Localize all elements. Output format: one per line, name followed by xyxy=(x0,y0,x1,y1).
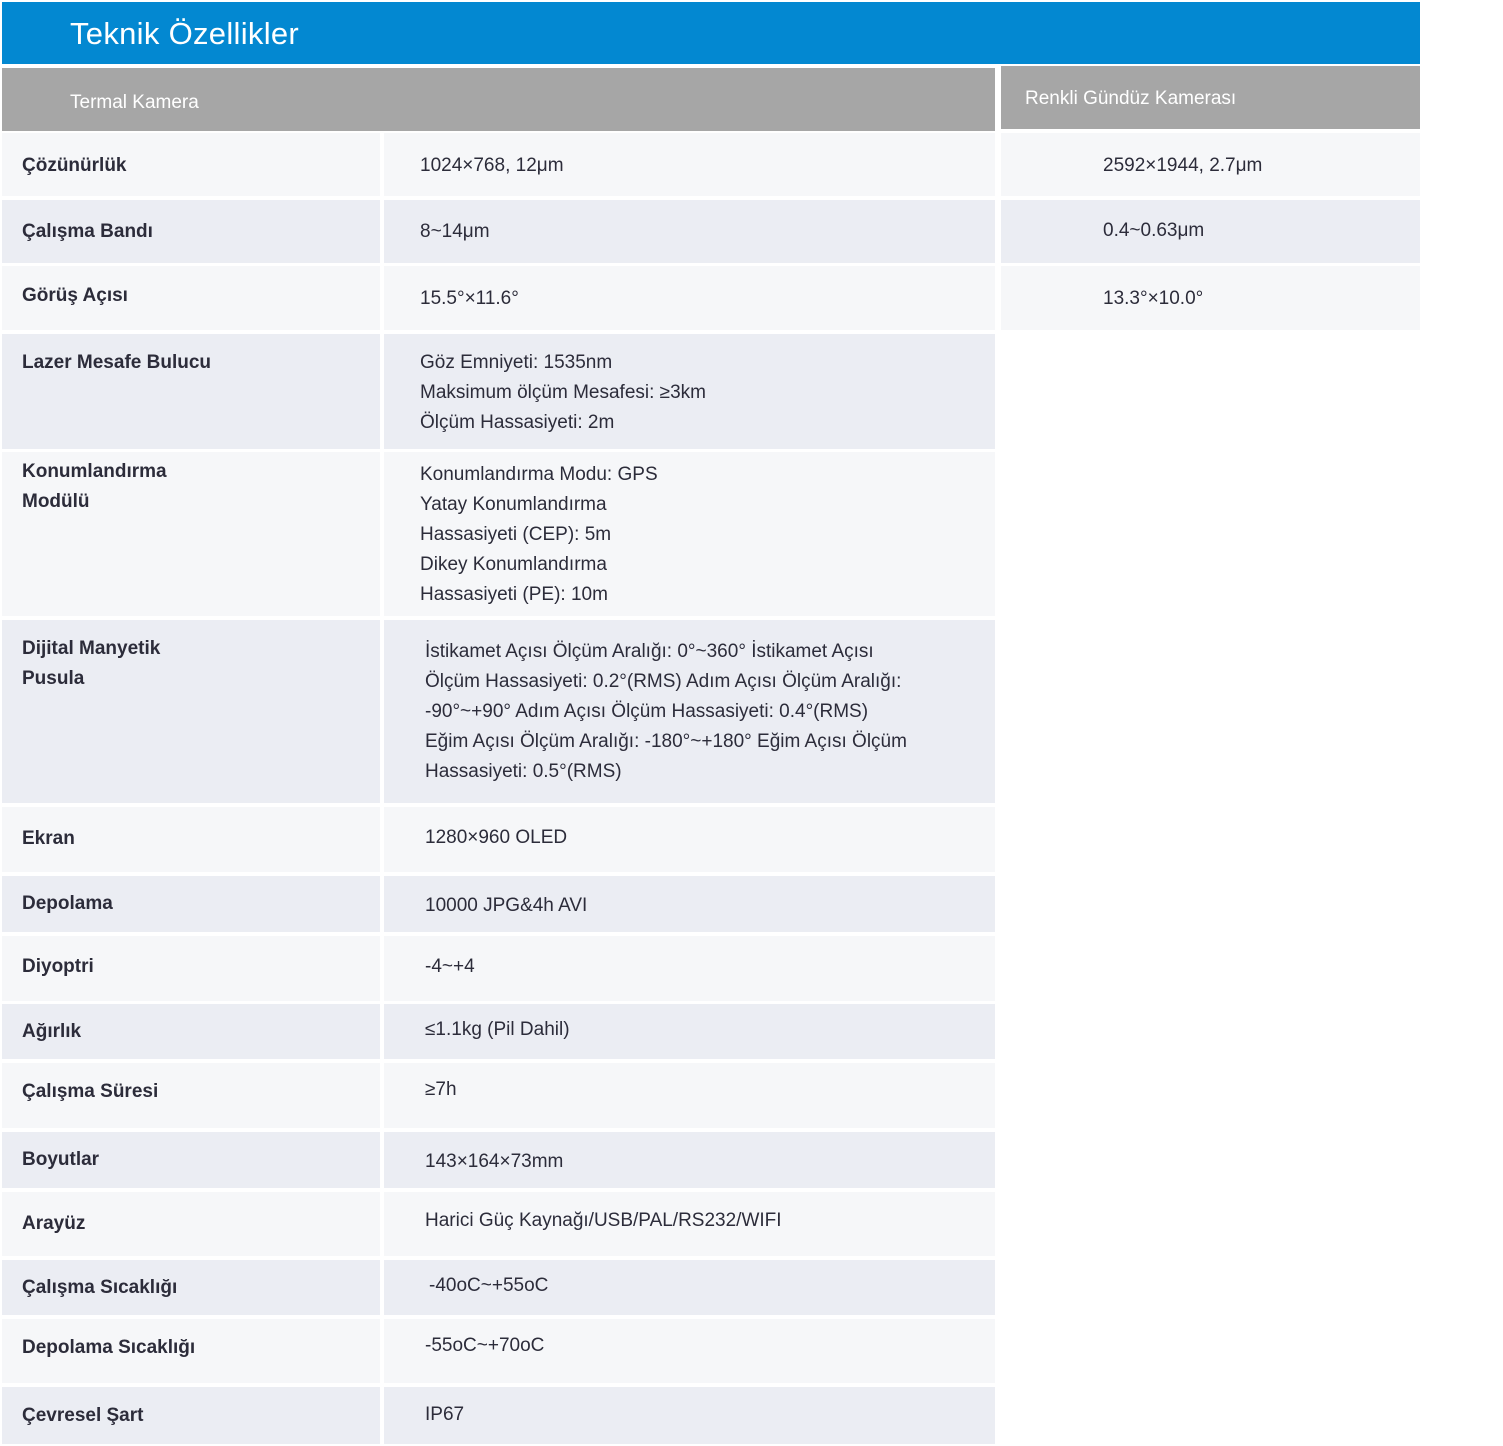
thermal-value-line: Ölçüm Hassasiyeti: 2m xyxy=(420,412,615,433)
spec-label-line: Boyutlar xyxy=(22,1149,100,1170)
spec-label xyxy=(22,348,211,378)
thermal-value-cell xyxy=(384,1004,995,1059)
spec-label xyxy=(22,952,94,982)
thermal-value-line: 1280×960 OLED xyxy=(425,827,568,848)
day-value xyxy=(1103,284,1203,314)
thermal-value xyxy=(420,151,564,181)
day-value-line: 13.3°×10.0° xyxy=(1103,288,1204,309)
spec-label xyxy=(22,1401,143,1431)
day-camera-header-label: Renkli Gündüz Kamerası xyxy=(1025,88,1237,109)
spec-label xyxy=(22,217,153,247)
thermal-value-line: Harici Güç Kaynağı/USB/PAL/RS232/WIFI xyxy=(425,1210,782,1231)
day-value-line: 2592×1944, 2.7μm xyxy=(1103,155,1263,176)
spec-label-line: Modülü xyxy=(22,491,90,512)
spec-label-cell xyxy=(2,1004,380,1059)
thermal-value-line: Eğim Açısı Ölçüm Aralığı: -180°~+180° Eğim Açısı Ölçüm xyxy=(425,731,907,752)
thermal-value-line: ≤1.1kg (Pil Dahil) xyxy=(425,1019,570,1040)
thermal-value-cell xyxy=(384,334,995,449)
spec-label xyxy=(22,1077,158,1107)
day-value-cell xyxy=(1001,200,1420,263)
thermal-value xyxy=(425,1075,457,1105)
thermal-value-line: -90°~+90° Adım Açısı Ölçüm Hassasiyeti: 0.4°(RMS) xyxy=(425,701,869,722)
thermal-value-cell xyxy=(384,807,995,872)
thermal-value-line: -40oC~+55oC xyxy=(429,1275,549,1296)
spec-label-cell xyxy=(2,133,380,196)
spec-label xyxy=(22,634,160,694)
spec-label-cell xyxy=(2,876,380,932)
spec-label-line: Diyoptri xyxy=(22,956,94,977)
thermal-value-line: Ölçüm Hassasiyeti: 0.2°(RMS) Adım Açısı Ölçüm Aralığı: xyxy=(425,671,902,692)
spec-label-line: Ağırlık xyxy=(22,1021,82,1042)
spec-label-cell xyxy=(2,200,380,263)
day-value-cell xyxy=(1001,133,1420,196)
day-value-line: 0.4~0.63μm xyxy=(1103,220,1205,241)
spec-label-cell xyxy=(2,936,380,1001)
spec-label-cell xyxy=(2,334,380,449)
thermal-value-cell xyxy=(384,1387,995,1444)
spec-label-line: Pusula xyxy=(22,668,85,689)
thermal-value-line: Konumlandırma Modu: GPS xyxy=(420,464,658,485)
spec-label-line: Çalışma Sıcaklığı xyxy=(22,1277,178,1298)
spec-label xyxy=(22,1017,81,1047)
spec-label-line: Çözünürlük xyxy=(22,155,127,176)
thermal-value-line: 1024×768, 12μm xyxy=(420,155,564,176)
spec-label-cell xyxy=(2,1319,380,1383)
thermal-value-line: 143×164×73mm xyxy=(425,1151,564,1172)
thermal-camera-header xyxy=(2,68,995,131)
thermal-value xyxy=(425,952,475,982)
spec-label-line: Görüş Açısı xyxy=(22,285,128,306)
thermal-value-line: Hassasiyeti (PE): 10m xyxy=(420,584,608,605)
thermal-value xyxy=(429,1271,548,1301)
thermal-value xyxy=(425,891,587,921)
thermal-value-line: 10000 JPG&4h AVI xyxy=(425,895,588,916)
spec-label-cell xyxy=(2,1260,380,1315)
thermal-value-cell xyxy=(384,936,995,1001)
spec-label-line: Arayüz xyxy=(22,1213,86,1234)
spec-label-line: Konumlandırma xyxy=(22,461,167,482)
thermal-value xyxy=(420,217,490,247)
thermal-value-line: -4~+4 xyxy=(425,956,475,977)
day-value-cell xyxy=(1001,266,1420,330)
spec-label-line: Ekran xyxy=(22,828,75,849)
thermal-value-line: Hassasiyeti: 0.5°(RMS) xyxy=(425,761,622,782)
thermal-value xyxy=(425,1147,563,1177)
spec-label-cell xyxy=(2,620,380,803)
spec-label-cell xyxy=(2,1192,380,1256)
thermal-value-cell xyxy=(384,876,995,932)
spec-label xyxy=(22,1333,195,1363)
spec-label xyxy=(22,1145,99,1175)
thermal-value-line: -55oC~+70oC xyxy=(425,1335,545,1356)
spec-label-cell xyxy=(2,1387,380,1444)
spec-label xyxy=(22,824,75,854)
thermal-value-cell xyxy=(384,1260,995,1315)
thermal-value xyxy=(425,637,907,787)
day-value xyxy=(1103,216,1204,246)
spec-label xyxy=(22,889,113,919)
thermal-value xyxy=(425,823,567,853)
spec-label-line: Çalışma Süresi xyxy=(22,1081,159,1102)
thermal-value-cell xyxy=(384,452,995,616)
thermal-value xyxy=(425,1206,782,1236)
thermal-value xyxy=(425,1400,464,1430)
spec-label-cell xyxy=(2,452,380,616)
thermal-value-line: IP67 xyxy=(425,1404,465,1425)
thermal-value-line: Yatay Konumlandırma xyxy=(420,494,607,515)
day-value xyxy=(1103,151,1262,181)
thermal-value-cell xyxy=(384,133,995,196)
spec-label-line: Lazer Mesafe Bulucu xyxy=(22,352,211,373)
thermal-value-line: Hassasiyeti (CEP): 5m xyxy=(420,524,612,545)
spec-label-line: Çevresel Şart xyxy=(22,1405,144,1426)
thermal-value-line: 15.5°×11.6° xyxy=(420,288,519,309)
thermal-value xyxy=(420,348,706,438)
thermal-value-line: Maksimum ölçüm Mesafesi: ≥3km xyxy=(420,382,706,403)
thermal-value-line: Göz Emniyeti: 1535nm xyxy=(420,352,613,373)
thermal-value-line: 8~14μm xyxy=(420,221,490,242)
spec-label xyxy=(22,281,128,311)
spec-label-cell xyxy=(2,266,380,330)
thermal-value-cell xyxy=(384,266,995,330)
spec-label-cell xyxy=(2,1132,380,1188)
day-camera-header xyxy=(1001,66,1420,129)
thermal-value-cell xyxy=(384,1192,995,1256)
page-header xyxy=(2,2,1420,64)
thermal-value-cell xyxy=(384,1132,995,1188)
spec-label-cell xyxy=(2,807,380,872)
thermal-value-line: İstikamet Açısı Ölçüm Aralığı: 0°~360° İstikamet Açısı xyxy=(425,641,874,662)
thermal-value xyxy=(425,1331,544,1361)
thermal-value-line: Dikey Konumlandırma xyxy=(420,554,607,575)
spec-label xyxy=(22,151,127,181)
spec-label-line: Depolama Sıcaklığı xyxy=(22,1337,196,1358)
thermal-value xyxy=(420,284,519,314)
page-title: Teknik Özellikler xyxy=(70,16,300,51)
spec-label xyxy=(22,457,167,517)
thermal-value xyxy=(420,460,658,610)
spec-label xyxy=(22,1209,85,1239)
spec-label xyxy=(22,1273,177,1303)
thermal-value xyxy=(425,1015,570,1045)
spec-label-line: Depolama xyxy=(22,893,113,914)
thermal-value-cell xyxy=(384,1319,995,1383)
thermal-camera-header-label: Termal Kamera xyxy=(70,92,199,113)
spec-label-line: Dijital Manyetik xyxy=(22,638,161,659)
thermal-value-line: ≥7h xyxy=(425,1079,457,1100)
thermal-value-cell xyxy=(384,1063,995,1128)
thermal-value-cell xyxy=(384,620,995,803)
spec-label-line: Çalışma Bandı xyxy=(22,221,153,242)
spec-label-cell xyxy=(2,1063,380,1128)
thermal-value-cell xyxy=(384,200,995,263)
